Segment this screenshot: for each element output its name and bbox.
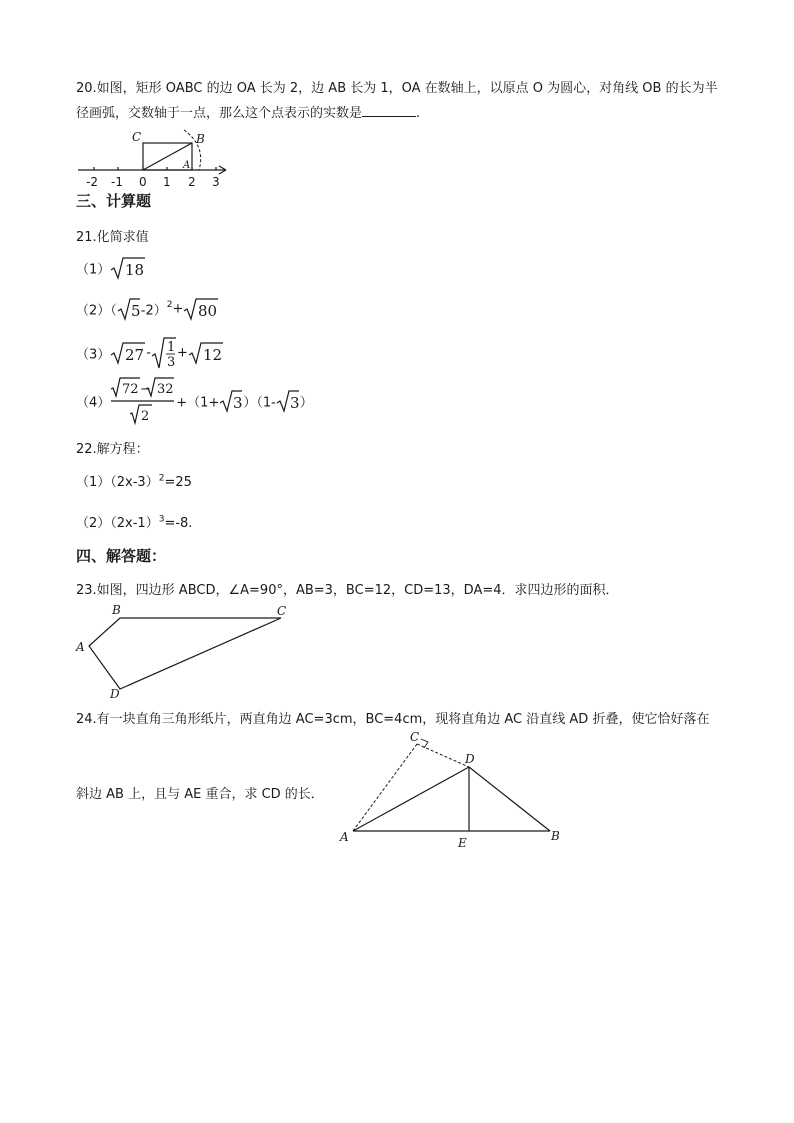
part-number: （2） (76, 303, 111, 319)
svg-text:1: 1 (166, 340, 176, 355)
q24-line1: 24.有一块直角三角形纸片，两直角边 AC=3cm，BC=4cm，现将直角边 AC 沿直线 AD 折叠，使它恰好落在 (76, 712, 710, 727)
close-paren: ） (299, 395, 313, 411)
label-c: C (132, 130, 142, 144)
q24-line2: 斜边 AB 上，且与 AE 重合，求 CD 的长． (76, 787, 324, 802)
exponent: 2 (166, 300, 173, 311)
q22-title: 22.解方程： (76, 442, 149, 457)
sqrt-12 (188, 341, 224, 365)
q23-quadrilateral-figure (72, 600, 298, 702)
q20-line1: 20.如图，矩形 OABC 的边 OA 长为 2，边 AB 长为 1，OA 在数轴上，以原点 O 为圆心，对角线 OB 的长为半 (76, 81, 718, 96)
minus-two: -2） (140, 303, 167, 319)
label-a: A (183, 160, 191, 171)
sqrt-3 (276, 389, 300, 413)
q20-line2-end: . (416, 106, 421, 121)
svg-text:80: 80 (198, 302, 218, 320)
plus-sign: + (172, 301, 184, 317)
label-a: A (340, 830, 349, 844)
minus-sign: - (146, 345, 151, 361)
q21-part3 (76, 336, 224, 370)
tick-label: 3 (212, 175, 220, 189)
q21-title: 21.化简求值 (76, 230, 149, 245)
label-a: A (76, 640, 85, 654)
svg-text:12: 12 (202, 346, 222, 364)
q21-part2 (76, 297, 219, 321)
q24-triangle-figure (336, 724, 566, 852)
svg-text:2: 2 (141, 409, 150, 424)
svg-text:−: − (140, 382, 152, 397)
tick-label: -2 (86, 175, 98, 189)
plus-sign: + (176, 345, 188, 361)
quadrilateral-abcd (89, 618, 281, 689)
q22-part2: $(2)(2x-1)^3=-8$. (76, 514, 193, 531)
q21-part1 (76, 256, 146, 280)
svg-text:32: 32 (157, 382, 174, 397)
q20-line2-text: 径画弧，交数轴于一点，那么这个点表示的实数是 (76, 106, 363, 121)
sqrt-27 (110, 341, 146, 365)
plus-one-open: +（1+ (176, 395, 220, 411)
answer-blank[interactable] (362, 102, 416, 117)
fraction-sqrt72-minus-sqrt32-over-sqrt2 (110, 376, 176, 426)
sqrt-one-third (151, 336, 177, 370)
tick-label: 0 (139, 175, 147, 189)
tick-label: -1 (111, 175, 123, 189)
line-db (469, 767, 550, 831)
section-3-title: 三、计算题 (76, 192, 152, 210)
sqrt-80 (183, 297, 219, 321)
sqrt-18 (110, 256, 146, 280)
label-c: C (277, 604, 287, 618)
sqrt-5 (117, 297, 141, 321)
label-c: C (410, 730, 420, 744)
part-number: （3） (76, 347, 111, 363)
exponent: 3 (158, 514, 165, 525)
q21-part4 (76, 376, 313, 426)
tick-label: 1 (163, 175, 171, 189)
one-minus-open: ）（1- (243, 395, 276, 411)
q20-line2 (76, 101, 420, 127)
tick-label: 2 (188, 175, 196, 189)
q20-number-line-figure (76, 128, 236, 192)
svg-text:3: 3 (166, 355, 176, 370)
label-e: E (458, 836, 467, 850)
label-b: B (551, 829, 560, 843)
q23-text: 23.如图，四边形 ABCD，∠A=90°，AB=3，BC=12，CD=13，DA=4．求四边形的面积． (76, 583, 619, 598)
label-d: D (110, 687, 120, 701)
exponent: 2 (158, 473, 165, 484)
sqrt-3 (219, 389, 243, 413)
section-4-title: 四、解答题： (76, 547, 167, 565)
label-d: D (465, 752, 475, 766)
line-ad (353, 767, 469, 831)
svg-text:72: 72 (122, 382, 139, 397)
part-number: （1） (76, 262, 111, 278)
label-b: B (196, 132, 205, 146)
svg-text:27: 27 (125, 346, 145, 364)
svg-text:18: 18 (125, 261, 145, 279)
svg-text:5: 5 (130, 302, 141, 320)
part-number: （4） (76, 395, 111, 411)
open-paren: （ (110, 303, 117, 319)
label-b: B (112, 603, 121, 617)
dashed-ac (353, 744, 417, 831)
q22-part1: $(1)(2x-3)^2=25$ (76, 473, 192, 490)
svg-text:3: 3 (289, 394, 300, 412)
svg-text:3: 3 (233, 394, 243, 412)
